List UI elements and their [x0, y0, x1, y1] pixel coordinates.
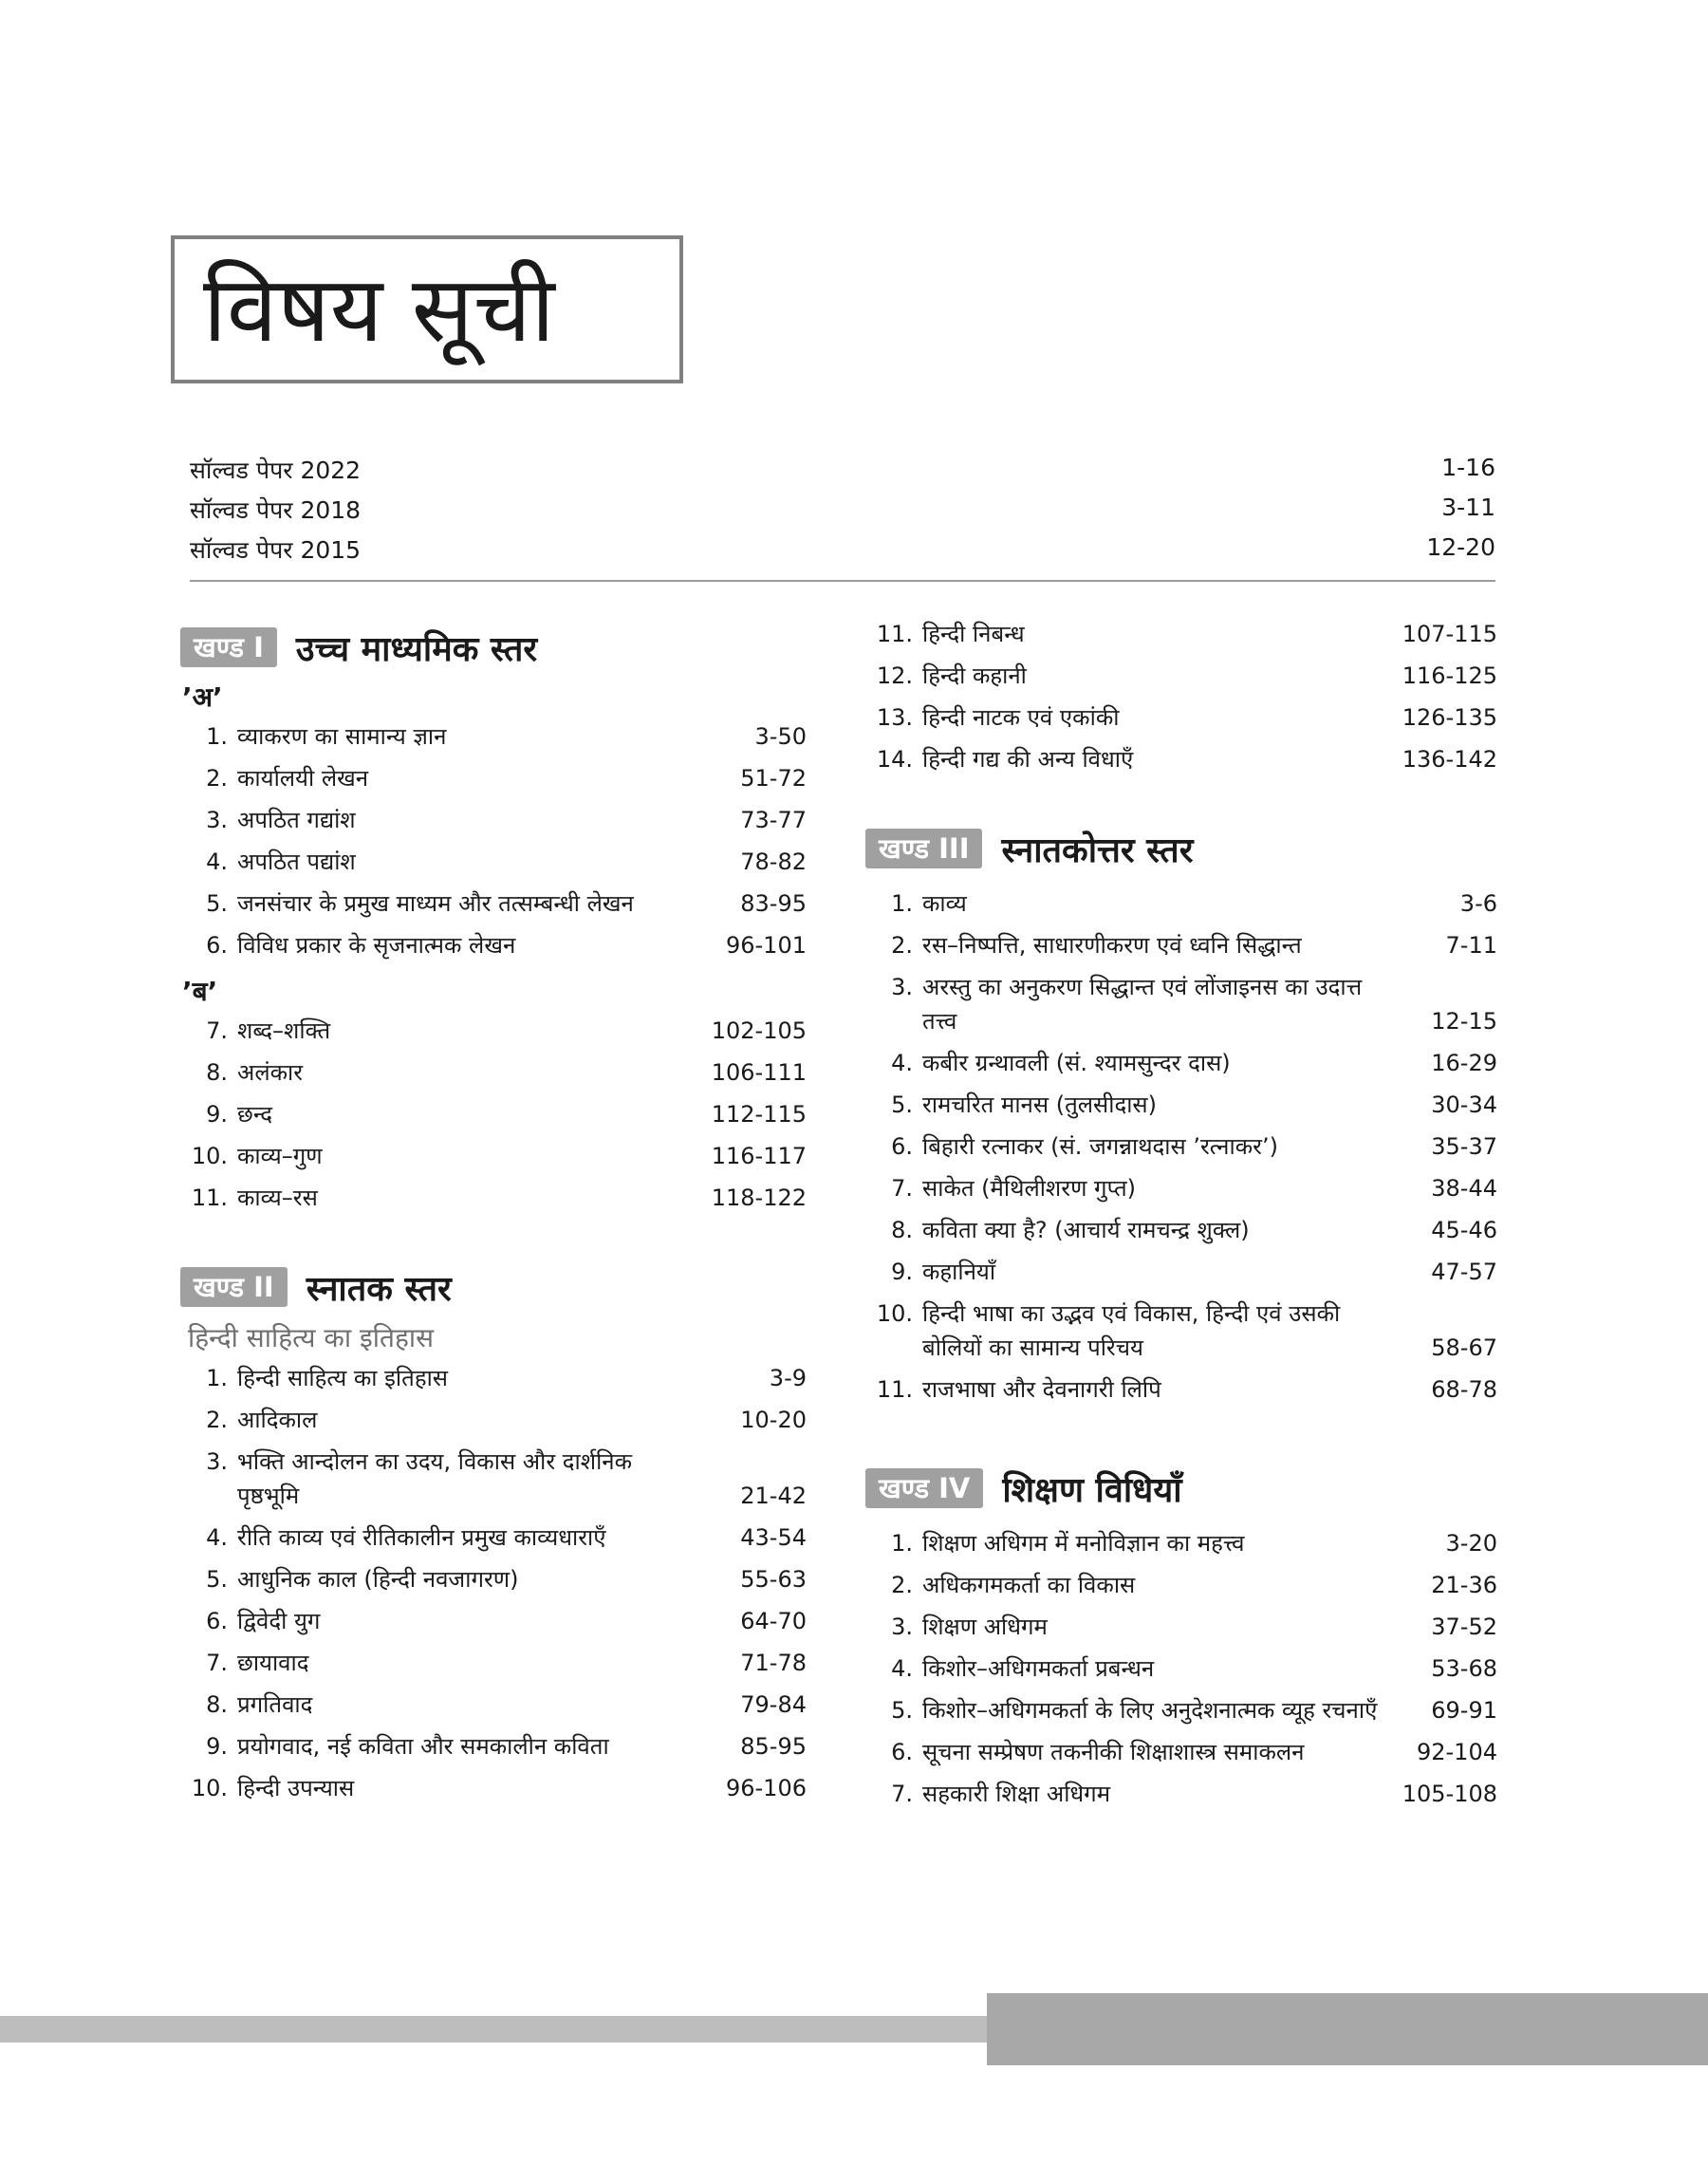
section-badge: खण्ड II [180, 1267, 288, 1307]
item-pages: 78-82 [740, 849, 807, 875]
solved-paper-label: सॉल्वड पेपर 2022 [190, 457, 362, 484]
solved-paper-row[interactable] [190, 454, 1495, 494]
footer-bar [0, 2016, 987, 2043]
item-number: 8. [206, 1691, 228, 1718]
item-title: कार्यालयी लेखन [237, 765, 369, 792]
item-pages: 116-117 [711, 1143, 807, 1169]
item-title: रीति काव्य एवं रीतिकालीन प्रमुख काव्यधाराएँ [237, 1524, 606, 1551]
item-pages: 118-122 [711, 1185, 807, 1211]
item-pages: 106-111 [711, 1059, 807, 1086]
toc-item[interactable] [865, 1610, 1497, 1644]
toc-item[interactable] [865, 1526, 1497, 1560]
footer-block [987, 1993, 1708, 2065]
item-title: हिन्दी कहानी [922, 662, 1027, 689]
left-column [180, 619, 807, 1813]
toc-item[interactable] [180, 803, 807, 837]
toc-item[interactable] [865, 1651, 1497, 1686]
item-title: भक्ति आन्दोलन का उदय, विकास और दार्शनिक पृष्ठभूमि [237, 1448, 633, 1509]
section-title: शिक्षण विधियाँ [1002, 1470, 1182, 1510]
toc-list [865, 1526, 1497, 1811]
toc-item[interactable] [865, 1213, 1497, 1247]
toc-item[interactable] [865, 700, 1497, 735]
item-pages: 112-115 [711, 1101, 807, 1128]
section-badge: खण्ड I [180, 627, 277, 667]
item-title: व्याकरण का सामान्य ज्ञान [237, 723, 447, 750]
toc-list [865, 886, 1497, 1407]
section-badge: खण्ड IV [865, 1468, 983, 1508]
item-pages: 37-52 [1431, 1614, 1497, 1640]
item-pages: 45-46 [1431, 1217, 1497, 1243]
item-number: 4. [891, 1655, 913, 1682]
solved-paper-label: सॉल्वड पेपर 2015 [190, 536, 362, 564]
item-pages: 73-77 [740, 807, 807, 833]
solved-paper-pages: 1-16 [1441, 454, 1495, 481]
item-number: 6. [891, 1739, 913, 1765]
item-number: 9. [206, 1101, 228, 1128]
item-number: 13. [876, 704, 913, 731]
toc-item[interactable] [865, 928, 1497, 962]
item-number: 4. [206, 1524, 228, 1551]
item-number: 3. [206, 1448, 228, 1475]
item-title: हिन्दी साहित्य का इतिहास [237, 1365, 449, 1391]
toc-list [180, 1361, 807, 1805]
toc-item[interactable] [180, 1521, 807, 1555]
item-number: 10. [191, 1775, 228, 1801]
item-title: हिन्दी उपन्यास [237, 1775, 355, 1801]
item-number: 3. [891, 1614, 913, 1640]
item-number: 2. [206, 765, 228, 792]
section-header-khand-1 [180, 619, 807, 676]
toc-item[interactable] [865, 1129, 1497, 1164]
toc-item[interactable] [180, 761, 807, 795]
item-number: 3. [891, 974, 913, 1000]
item-pages: 85-95 [740, 1733, 807, 1760]
item-title: आधुनिक काल (हिन्दी नवजागरण) [237, 1566, 519, 1593]
toc-item[interactable] [180, 1562, 807, 1596]
section-title: उच्च माध्यमिक स्तर [295, 629, 538, 669]
toc-item[interactable] [180, 886, 807, 921]
toc-item[interactable] [865, 970, 1497, 1038]
item-number: 5. [891, 1697, 913, 1724]
item-title: हिन्दी निबन्ध [922, 621, 1025, 647]
item-number: 10. [876, 1300, 913, 1327]
divider [190, 580, 1495, 582]
item-number: 4. [206, 849, 228, 875]
item-pages: 51-72 [740, 765, 807, 792]
item-title: जनसंचार के प्रमुख माध्यम और तत्सम्बन्धी लेखन [237, 890, 634, 917]
item-title: काव्य–गुण [237, 1143, 323, 1169]
toc-item[interactable] [180, 1729, 807, 1763]
item-title: काव्य [922, 890, 967, 917]
item-title: अलंकार [237, 1059, 304, 1086]
item-title: शिक्षण अधिगम [922, 1614, 1048, 1640]
toc-list [180, 1014, 807, 1215]
item-pages: 3-20 [1445, 1530, 1497, 1557]
section-badge: खण्ड III [865, 829, 982, 868]
toc-item[interactable] [180, 1646, 807, 1680]
item-title: कबीर ग्रन्थावली (सं. श्यामसुन्दर दास) [922, 1050, 1231, 1076]
item-pages: 68-78 [1431, 1376, 1497, 1403]
item-pages: 105-108 [1402, 1781, 1497, 1807]
page-title: विषय सूची [203, 256, 555, 363]
item-number: 2. [891, 1572, 913, 1598]
part-label-b: ’ब’ [182, 976, 218, 1007]
item-pages: 79-84 [740, 1691, 807, 1718]
toc-item[interactable] [865, 1088, 1497, 1122]
toc-item[interactable] [180, 1139, 807, 1173]
toc-item[interactable] [865, 617, 1497, 651]
item-title: अधिकगमकर्ता का विकास [922, 1572, 1136, 1598]
item-title: किशोर–अधिगमकर्ता प्रबन्धन [922, 1655, 1155, 1682]
toc-item[interactable] [180, 1014, 807, 1048]
toc-item[interactable] [180, 1181, 807, 1215]
item-pages: 38-44 [1431, 1175, 1497, 1202]
item-number: 14. [876, 746, 913, 773]
item-pages: 92-104 [1416, 1739, 1497, 1765]
item-title: हिन्दी गद्य की अन्य विधाएँ [922, 746, 1134, 773]
item-title: साकेत (मैथिलीशरण गुप्त) [922, 1175, 1136, 1202]
item-title: रामचरित मानस (तुलसीदास) [922, 1092, 1158, 1118]
toc-item[interactable] [180, 845, 807, 879]
toc-item[interactable] [180, 719, 807, 754]
toc-list [865, 617, 1497, 776]
item-number: 9. [206, 1733, 228, 1760]
item-title: विविध प्रकार के सृजनात्मक लेखन [237, 932, 516, 959]
item-pages: 96-101 [725, 932, 807, 959]
item-pages: 3-9 [769, 1365, 807, 1391]
item-title: अरस्तु का अनुकरण सिद्धान्त एवं लोंजाइनस का उदात्त तत्त्व [922, 974, 1363, 1035]
item-pages: 21-36 [1431, 1572, 1497, 1598]
item-title: किशोर–अधिगमकर्ता के लिए अनुदेशनात्मक व्यूह रचनाएँ [922, 1697, 1378, 1724]
item-number: 2. [206, 1407, 228, 1433]
item-pages: 126-135 [1402, 704, 1497, 731]
item-title: हिन्दी भाषा का उद्भव एवं विकास, हिन्दी एवं उसकी बोलियों का सामान्य परिचय [922, 1300, 1341, 1361]
toc-item[interactable] [865, 1372, 1497, 1407]
toc-item[interactable] [180, 1604, 807, 1638]
item-pages: 107-115 [1402, 621, 1497, 647]
toc-item[interactable] [865, 1171, 1497, 1205]
item-pages: 16-29 [1431, 1050, 1497, 1076]
section-header-khand-3 [865, 820, 1497, 877]
item-pages: 55-63 [740, 1566, 807, 1593]
item-title: रस–निष्पत्ति, साधारणीकरण एवं ध्वनि सिद्धान्त [922, 932, 1302, 959]
item-pages: 83-95 [740, 890, 807, 917]
item-pages: 3-50 [754, 723, 807, 750]
right-column [865, 617, 1497, 1819]
solved-paper-row[interactable] [190, 533, 1495, 573]
item-pages: 35-37 [1431, 1133, 1497, 1160]
item-pages: 116-125 [1402, 662, 1497, 689]
item-number: 5. [891, 1092, 913, 1118]
item-pages: 53-68 [1431, 1655, 1497, 1682]
item-title: द्विवेदी युग [237, 1608, 321, 1634]
item-title: कहानियाँ [922, 1259, 996, 1285]
item-title: शिक्षण अधिगम में मनोविज्ञान का महत्त्व [922, 1530, 1245, 1557]
item-title: कविता क्या है? (आचार्य रामचन्द्र शुक्ल) [922, 1217, 1250, 1243]
item-title: राजभाषा और देवनागरी लिपि [922, 1376, 1161, 1403]
section-header-khand-2 [180, 1259, 807, 1315]
toc-item[interactable] [180, 1055, 807, 1090]
part-label-a: ’अ’ [182, 681, 223, 713]
item-pages: 7-11 [1445, 932, 1497, 959]
item-number: 1. [891, 890, 913, 917]
solved-paper-pages: 3-11 [1441, 494, 1495, 521]
item-pages: 10-20 [740, 1407, 807, 1433]
item-number: 2. [891, 932, 913, 959]
item-pages: 43-54 [740, 1524, 807, 1551]
item-title: बिहारी रत्नाकर (सं. जगन्नाथदास ’रत्नाकर’) [922, 1133, 1278, 1160]
toc-list [180, 719, 807, 962]
section-title: स्नातक स्तर [306, 1269, 452, 1309]
section-title: स्नातकोत्तर स्तर [1001, 830, 1194, 870]
item-pages: 30-34 [1431, 1092, 1497, 1118]
item-number: 5. [206, 890, 228, 917]
item-number: 6. [206, 932, 228, 959]
item-number: 11. [876, 1376, 913, 1403]
item-number: 1. [206, 1365, 228, 1391]
item-number: 10. [191, 1143, 228, 1169]
solved-paper-label: सॉल्वड पेपर 2018 [190, 496, 362, 524]
item-title: अपठित पद्यांश [237, 849, 356, 875]
toc-item[interactable] [865, 742, 1497, 776]
title-box [171, 235, 683, 383]
item-number: 3. [206, 807, 228, 833]
item-pages: 47-57 [1431, 1259, 1497, 1285]
item-number: 1. [891, 1530, 913, 1557]
item-pages: 71-78 [740, 1650, 807, 1676]
solved-papers-list [190, 454, 1495, 573]
item-pages: 12-15 [1431, 1008, 1497, 1035]
toc-item[interactable] [180, 1445, 807, 1513]
item-number: 12. [876, 662, 913, 689]
item-title: छन्द [237, 1101, 272, 1128]
item-number: 5. [206, 1566, 228, 1593]
toc-item[interactable] [180, 1097, 807, 1131]
item-title: सूचना सम्प्रेषण तकनीकी शिक्षाशास्त्र समाकलन [922, 1739, 1305, 1765]
item-pages: 136-142 [1402, 746, 1497, 773]
item-number: 11. [191, 1185, 228, 1211]
toc-item[interactable] [865, 1693, 1497, 1727]
item-title: अपठित गद्यांश [237, 807, 356, 833]
item-pages: 69-91 [1431, 1697, 1497, 1724]
toc-item[interactable] [865, 1297, 1497, 1365]
toc-item[interactable] [180, 1688, 807, 1722]
sub-heading: हिन्दी साहित्य का इतिहास [188, 1322, 435, 1353]
item-number: 8. [891, 1217, 913, 1243]
item-pages: 3-6 [1459, 890, 1497, 917]
toc-item[interactable] [865, 1255, 1497, 1289]
toc-item[interactable] [180, 928, 807, 962]
solved-paper-pages: 12-20 [1426, 533, 1495, 561]
toc-item[interactable] [865, 1046, 1497, 1080]
item-number: 7. [891, 1781, 913, 1807]
toc-item[interactable] [865, 1568, 1497, 1602]
toc-item[interactable] [865, 1777, 1497, 1811]
item-number: 6. [206, 1608, 228, 1634]
toc-item[interactable] [180, 1361, 807, 1395]
item-pages: 64-70 [740, 1608, 807, 1634]
item-number: 7. [891, 1175, 913, 1202]
item-title: शब्द–शक्ति [237, 1017, 331, 1044]
section-header-khand-4 [865, 1460, 1497, 1517]
toc-item[interactable] [180, 1403, 807, 1437]
item-number: 6. [891, 1133, 913, 1160]
item-title: हिन्दी नाटक एवं एकांकी [922, 704, 1120, 731]
item-title: सहकारी शिक्षा अधिगम [922, 1781, 1111, 1807]
item-pages: 58-67 [1431, 1334, 1497, 1361]
toc-item[interactable] [865, 886, 1497, 921]
item-pages: 96-106 [725, 1775, 807, 1801]
item-number: 9. [891, 1259, 913, 1285]
item-title: काव्य–रस [237, 1185, 318, 1211]
item-title: प्रयोगवाद, नई कविता और समकालीन कविता [237, 1733, 609, 1760]
item-title: आदिकाल [237, 1407, 318, 1433]
toc-item[interactable] [865, 1735, 1497, 1769]
toc-item[interactable] [180, 1771, 807, 1805]
item-pages: 102-105 [711, 1017, 807, 1044]
item-number: 4. [891, 1050, 913, 1076]
item-title: प्रगतिवाद [237, 1691, 313, 1718]
item-number: 1. [206, 723, 228, 750]
solved-paper-row[interactable] [190, 494, 1495, 533]
toc-item[interactable] [865, 659, 1497, 693]
item-number: 8. [206, 1059, 228, 1086]
item-title: छायावाद [237, 1650, 309, 1676]
item-pages: 21-42 [740, 1483, 807, 1509]
item-number: 11. [876, 621, 913, 647]
item-number: 7. [206, 1017, 228, 1044]
item-number: 7. [206, 1650, 228, 1676]
